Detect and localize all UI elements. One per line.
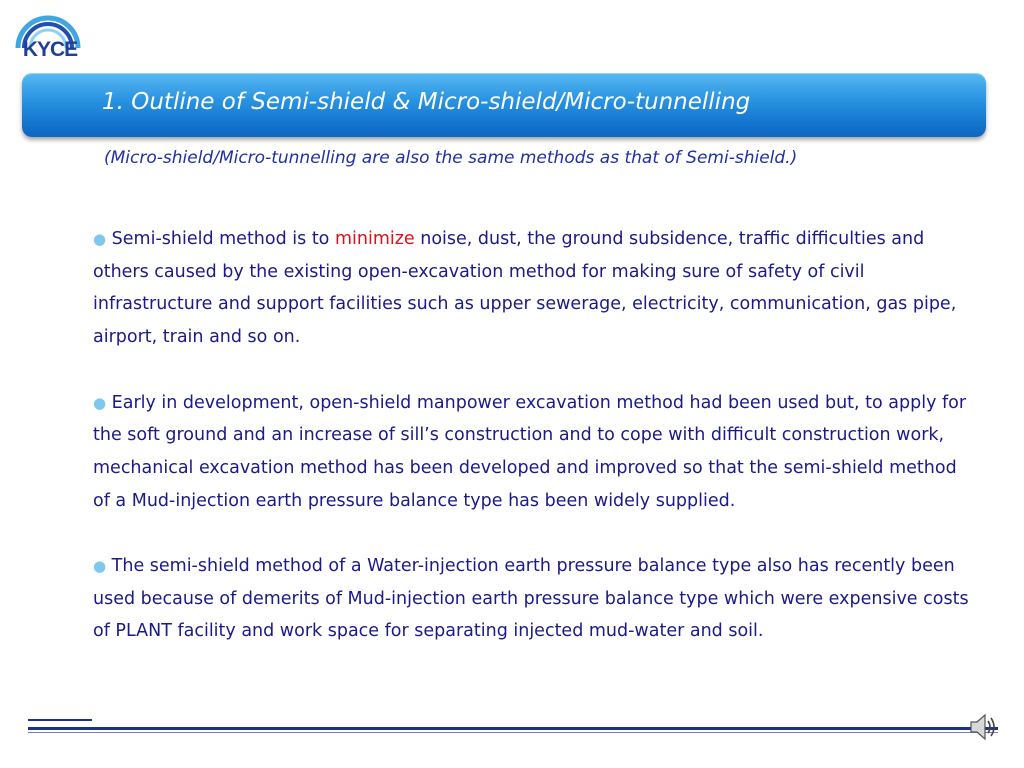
footer-divider-short xyxy=(28,719,92,721)
paragraph-2 xyxy=(93,387,973,518)
bullet-icon: ● xyxy=(93,393,107,412)
page-subtitle: (Micro-shield/Micro-tunnelling are also the same methods as that of Semi-shield.) xyxy=(104,148,798,168)
bullet-icon: ● xyxy=(93,557,107,575)
page-title: 1. Outline of Semi-shield & Micro-shield/Micro-tunnelling xyxy=(102,89,751,115)
title-bar xyxy=(22,73,986,137)
paragraph-2-text: Early in development, open-shield manpower excavation method had been used but, to apply for the soft ground and an increase of sill’s construction and to cope with difficult construction work, mechanical excavation method has been developed and improved so that the semi-shield method of a Mud-injection earth pressure balance type has been widely supplied. xyxy=(93,392,967,511)
speaker-icon[interactable] xyxy=(968,709,998,745)
paragraph-3 xyxy=(93,550,973,648)
body-text xyxy=(93,223,973,648)
kyce-logo xyxy=(12,12,84,64)
paragraph-1-highlight: minimize xyxy=(334,229,415,249)
logo-text: KYCE xyxy=(22,38,78,61)
footer-divider-thin xyxy=(28,732,998,733)
paragraph-1-intro: Semi-shield method is to xyxy=(106,229,335,249)
paragraph-1-rest: noise, dust, the ground subsidence, traffic difficulties and others caused by the existing open-excavation method for making sure of safety of civil infrastructure and support facilities such as upper sewerage, electricity, communication, gas pipe, airport, train and so on. xyxy=(93,229,957,348)
footer-divider xyxy=(28,727,998,730)
paragraph-3-text: The semi-shield method of a Water-injection earth pressure balance type also has recently been used because of demerits of Mud-injection earth pressure balance type which were expensive costs of PLANT facility and work space for separating injected mud-water and soil. xyxy=(93,556,969,642)
paragraph-1 xyxy=(93,223,973,354)
bullet-icon: ● xyxy=(93,230,107,248)
